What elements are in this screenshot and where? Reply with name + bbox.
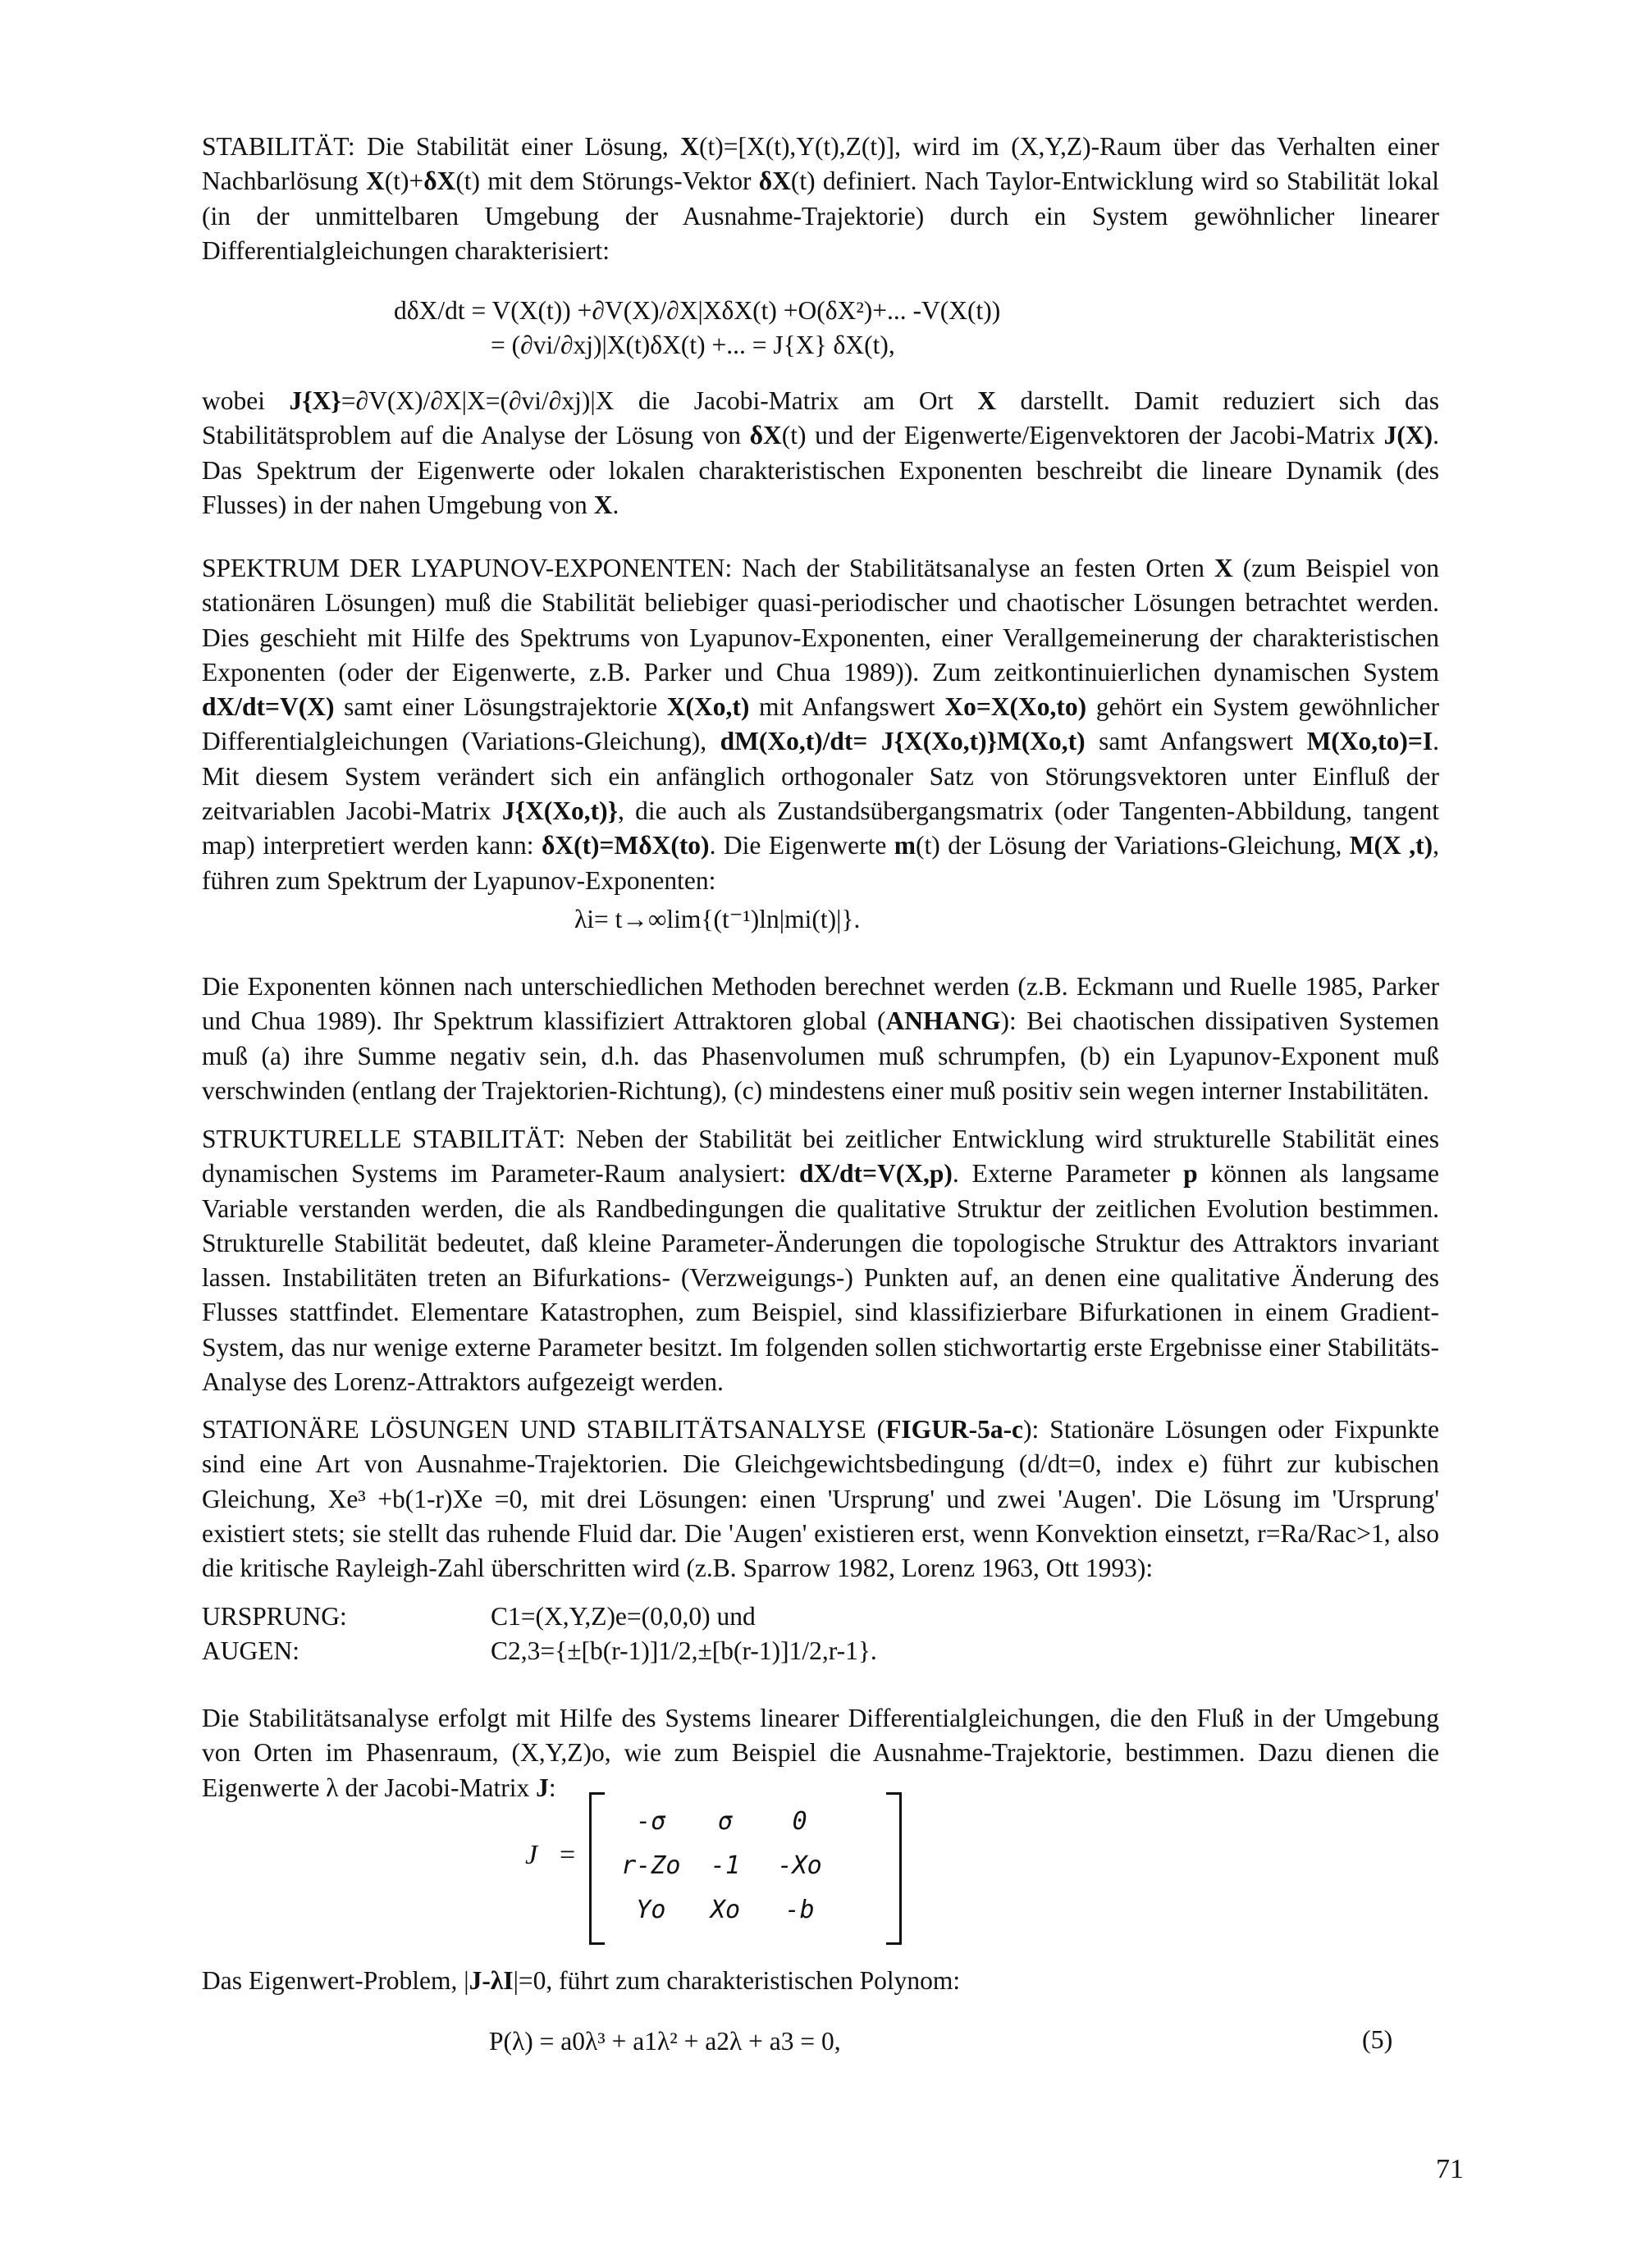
ursprung-label: URSPRUNG:	[202, 1602, 347, 1631]
heading-stabilitaet: STABILITÄT	[202, 132, 348, 161]
matrix-right-bracket	[886, 1792, 902, 1945]
matrix-cell: -Xo	[777, 1850, 822, 1880]
matrix-cell: 0	[792, 1806, 807, 1836]
equation-taylor-line1: dδX/dt = V(X(t)) +∂V(X)/∂X|XδX(t) +O(δX²)+... -V(X(t))	[394, 296, 1001, 325]
paragraph-eigenwert-problem: Das Eigenwert-Problem, |J-λI|=0, führt zum charakteristischen Polynom:	[202, 1966, 961, 1995]
paragraph-exponenten: Die Exponenten können nach unterschiedlichen Methoden berechnet werden (z.B. Eckmann und Ruelle 1985, Parker und Chua 1989). Ihr Spektrum klassifiziert Attraktoren global (ANHANG): Bei chaotischen dissipativen Systemen muß (a) ihre Summe negativ sein, d.h. das Phasenvolumen muß schrumpfen, (b) ein Lyapunov-Exponent muß verschwinden (entlang der Trajektorien-Richtung), (c) mindestens einer muß positiv sein wegen interner Instabilitäten.	[202, 972, 1439, 1105]
equation-number: (5)	[1362, 2024, 1393, 2054]
matrix-cell: Yo	[636, 1895, 666, 1924]
matrix-cell: -b	[784, 1895, 815, 1924]
matrix-cell: -1	[710, 1850, 741, 1880]
equation-taylor-line2: = (∂vi/∂xj)|X(t)δX(t) +... = J{X} δX(t),	[491, 331, 895, 359]
equation-polynom: P(λ) = a0λ³ + a1λ² + a2λ + a3 = 0,	[489, 2027, 841, 2056]
matrix-label: J	[525, 1840, 538, 1870]
matrix-left-bracket	[589, 1792, 605, 1945]
ursprung-value: C1=(X,Y,Z)e=(0,0,0) und	[491, 1602, 756, 1631]
matrix-entries	[614, 1799, 837, 1932]
equation-lyapunov-exponent: λi= t→∞lim{(t⁻¹)ln|mi(t)|}.	[574, 905, 861, 933]
augen-value: C2,3={±[b(r-1)]1/2,±[b(r-1)]1/2,r-1}.	[491, 1636, 877, 1665]
paragraph-stabilitaetsanalyse: Die Stabilitätsanalyse erfolgt mit Hilfe des Systems linearer Differentialgleichungen, die den Fluß in der Umgebung von Orten im Phasenraum, (X,Y,Z)o, wie zum Beispiel die Ausnahme-Trajektorie, bestimmen. Dazu dienen die Eigenwerte λ der Jacobi-Matrix J:	[202, 1704, 1439, 1802]
paragraph-stationaere-loesungen: STATIONÄRE LÖSUNGEN UND STABILITÄTSANALYSE (FIGUR-5a-c): Stationäre Lösungen oder Fixpunkte sind eine Art von Ausnahme-Trajektorien. Die Gleichgewichtsbedingung (d/dt=0, index e) führt zur kubischen Gleichung, Xe³ +b(1-r)Xe =0, mit drei Lösungen: einen 'Ursprung' und zwei 'Augen'. Die Lösung im 'Ursprung' existiert stets; sie stellt das ruhende Fluid dar. Die 'Augen' existieren erst, wenn Konvektion einsetzt, r=Ra/Rac>1, also die kritische Rayleigh-Zahl überschritten wird (z.B. Sparrow 1982, Lorenz 1963, Ott 1993):	[202, 1415, 1440, 1583]
paragraph-stabilitaet: STABILITÄT: Die Stabilität einer Lösung, X(t)=[X(t),Y(t),Z(t)], wird im (X,Y,Z)-Raum über das Verhalten einer Nachbarlösung X(t)+δX(t) mit dem Störungs-Vektor δX(t) definiert. Nach Taylor-Entwicklung wird so Stabilität lokal (in der unmittelbaren Umgebung der Ausnahme-Trajektorie) durch ein System gewöhnlicher linearer Differentialgleichungen charakterisiert:	[202, 132, 1439, 265]
paragraph-jacobi: wobei J{X}=∂V(X)/∂X|X=(∂vi/∂xj)|X die Jacobi-Matrix am Ort X darstellt. Damit reduziert sich das Stabilitätsproblem auf die Analyse der Lösung von δX(t) und der Eigenwerte/Eigenvektoren der Jacobi-Matrix J(X). Das Spektrum der Eigenwerte oder lokalen charakteristischen Exponenten beschreibt die lineare Dynamik (des Flusses) in der nahen Umgebung von X.	[202, 386, 1439, 519]
matrix-cell: σ	[717, 1806, 734, 1836]
matrix-cell: r-Zo	[621, 1850, 681, 1880]
page-number: 71	[1436, 2154, 1464, 2184]
matrix-cell: -σ	[636, 1806, 666, 1836]
matrix-equals: =	[560, 1840, 576, 1870]
matrix-cell: Xo	[710, 1895, 741, 1924]
paragraph-strukturelle-stabilitaet: STRUKTURELLE STABILITÄT: Neben der Stabilität bei zeitlicher Entwicklung wird strukturelle Stabilität eines dynamischen Systems im Parameter-Raum analysiert: dX/dt=V(X,p). Externe Parameter p können als langsame Variable verstanden werden, die als Randbedingungen die qualitative Struktur der zeitlichen Evolution bestimmen. Strukturelle Stabilität bedeutet, daß kleine Parameter-Änderungen die topologische Struktur des Attraktors invariant lassen. Instabilitäten treten an Bifurkations- (Verzweigungs-) Punkten auf, an denen eine qualitative Änderung des Flusses stattfindet. Elementare Katastrophen, zum Beispiel, sind klassifizierbare Bifurkationen in einem Gradient-System, das nur wenige externe Parameter besitzt. Im folgenden sollen stichwortartig erste Ergebnisse einer Stabilitäts-Analyse des Lorenz-Attraktors aufgezeigt werden.	[202, 1125, 1439, 1397]
augen-label: AUGEN:	[202, 1636, 299, 1665]
paragraph-lyapunov: SPEKTRUM DER LYAPUNOV-EXPONENTEN: Nach der Stabilitätsanalyse an festen Orten X (zum Beispiel von stationären Lösungen) muß die Stabilität beliebiger quasi-periodischer und chaotischer Lösungen betrachtet werden. Dies geschieht mit Hilfe des Spektrums von Lyapunov-Exponenten, einer Verallgemeinerung der charakteristischen Exponenten (oder der Eigenwerte, z.B. Parker und Chua 1989)). Zum zeitkontinuierlichen dynamischen System dX/dt=V(X) samt einer Lösungstrajektorie X(Xo,t) mit Anfangswert Xo=X(Xo,to) gehört ein System gewöhnlicher Differentialgleichungen (Variations-Gleichung), dM(Xo,t)/dt= J{X(Xo,t)}M(Xo,t) samt Anfangswert M(Xo,to)=I. Mit diesem System verändert sich ein anfänglich orthogonaler Satz von Störungsvektoren unter Einfluß der zeitvariablen Jacobi-Matrix J{X(Xo,t)}, die auch als Zustandsübergangsmatrix (oder Tangenten-Abbildung, tangent map) interpretiert werden kann: δX(t)=MδX(to). Die Eigenwerte m(t) der Lösung der Variations-Gleichung, M(X ,t), führen zum Spektrum der Lyapunov-Exponenten:	[202, 554, 1440, 895]
equation-taylor	[394, 294, 1000, 363]
jacobi-matrix	[525, 1792, 837, 1940]
